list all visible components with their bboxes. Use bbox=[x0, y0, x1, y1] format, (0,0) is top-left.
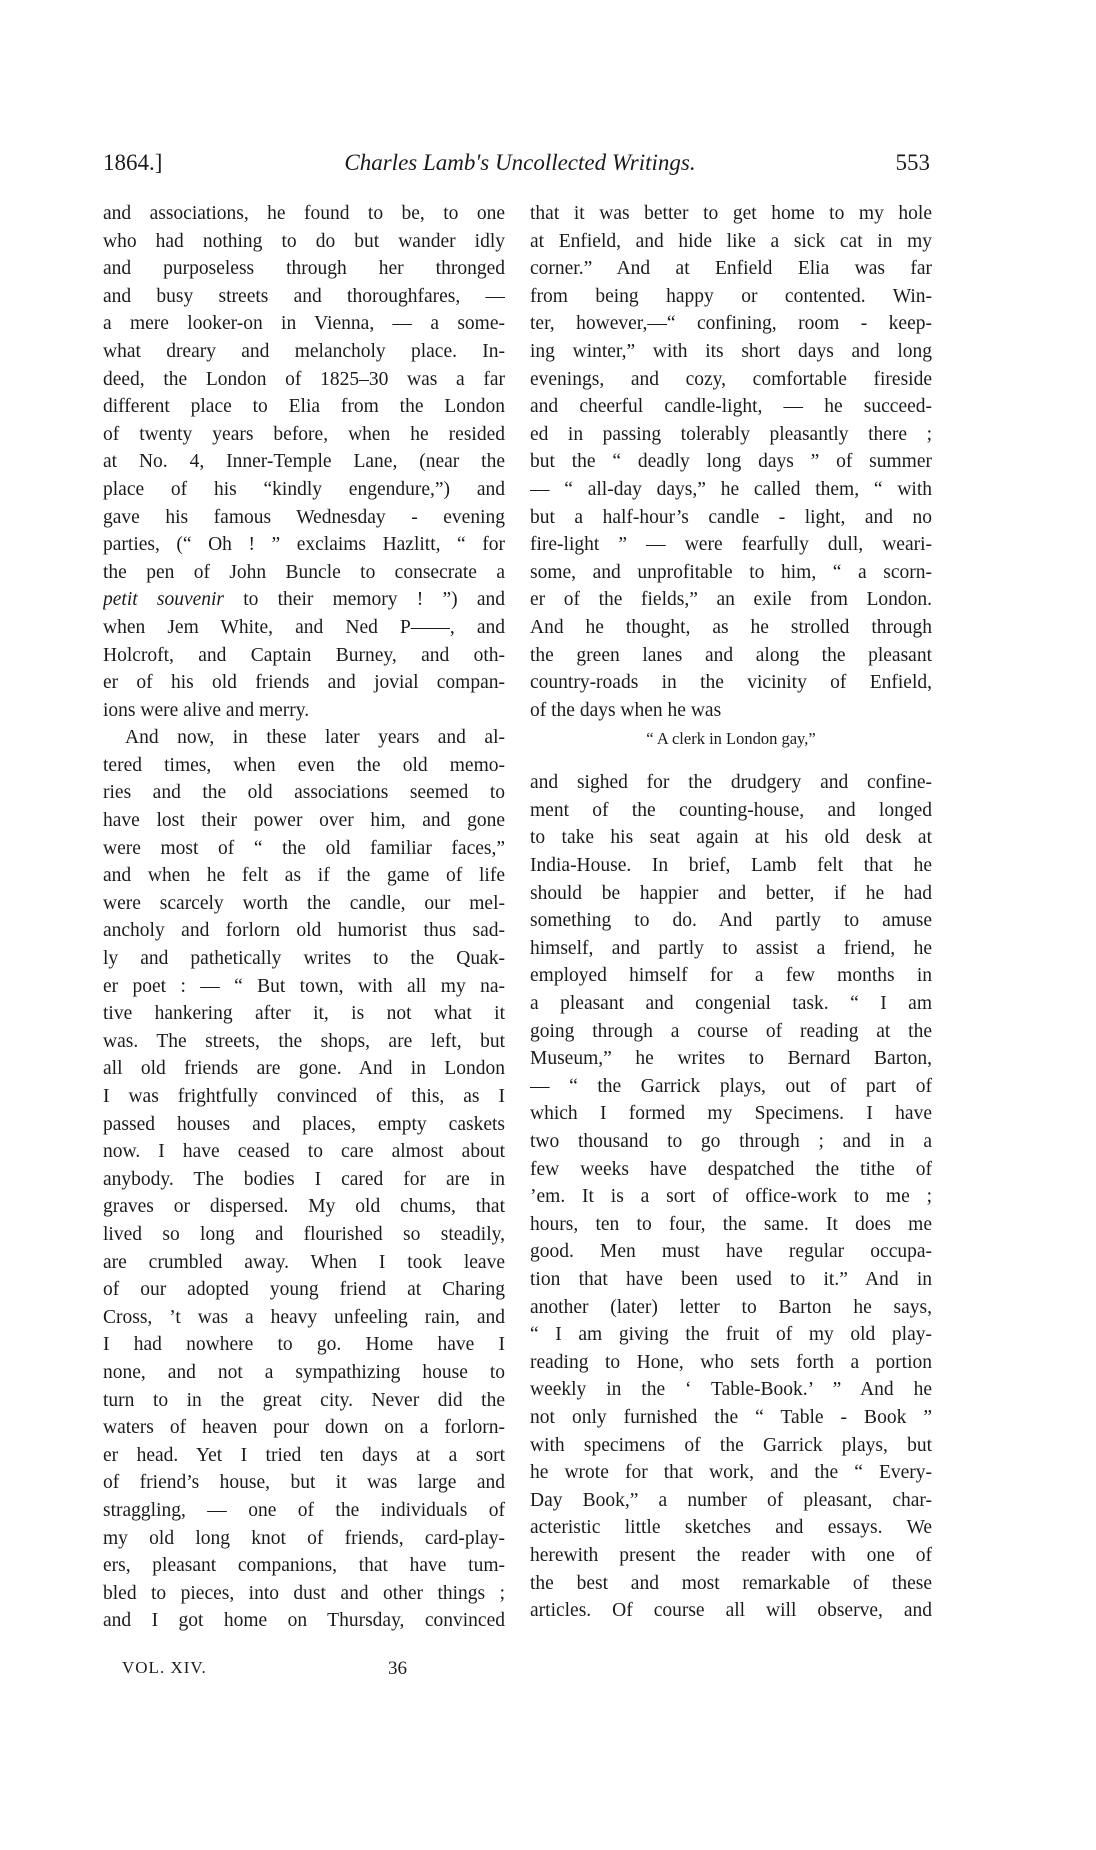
text-line: which I formed my Specimens. I have bbox=[530, 1103, 932, 1125]
text-line: corner.” And at Enfield Elia was far bbox=[530, 258, 932, 280]
text-line: ed in passing tolerably pleasantly there ; bbox=[530, 423, 932, 445]
text-line: good. Men must have regular occupa- bbox=[530, 1241, 932, 1263]
text-line: something to do. And partly to amuse bbox=[530, 910, 932, 932]
text-line: tered times, when even the old memo- bbox=[103, 754, 505, 776]
text-line: none, and not a sympathizing house to bbox=[103, 1361, 505, 1383]
text-line: and purposeless through her thronged bbox=[103, 258, 505, 280]
text-line: India-House. In brief, Lamb felt that he bbox=[530, 855, 932, 877]
text-line: er poet : — “ But town, with all my na- bbox=[103, 975, 505, 997]
text-line: er of his old friends and jovial compan- bbox=[103, 672, 505, 694]
text-line: to take his seat again at his old desk at bbox=[530, 827, 932, 849]
text-line: straggling, — one of the individuals of bbox=[103, 1499, 505, 1521]
verse-quotation: “ A clerk in London gay,” bbox=[646, 729, 816, 749]
text-line: Museum,” he writes to Bernard Barton, bbox=[530, 1048, 932, 1070]
text-line: herewith present the reader with one of bbox=[530, 1544, 932, 1566]
text-line: ries and the old associations seemed to bbox=[103, 782, 505, 804]
text-line: turn to in the great city. Never did the bbox=[103, 1389, 505, 1411]
text-line: tion that have been used to it.” And in bbox=[530, 1268, 932, 1290]
text-line: place of his “kindly engendure,”) and bbox=[103, 478, 505, 500]
text-line: a mere looker-on in Vienna, — a some- bbox=[103, 313, 505, 335]
text-line: himself, and partly to assist a friend, he bbox=[530, 937, 932, 959]
text-line: my old long knot of friends, card-play- bbox=[103, 1527, 505, 1549]
text-line: what dreary and melancholy place. In- bbox=[103, 340, 505, 362]
text-line: ancholy and forlorn old humorist thus sad- bbox=[103, 920, 505, 942]
page-number: 553 bbox=[895, 150, 930, 175]
text-line: acteristic little sketches and essays. We bbox=[530, 1517, 932, 1539]
running-head-year: 1864.] bbox=[103, 150, 163, 175]
text-line: hours, ten to four, the same. It does me bbox=[530, 1213, 932, 1235]
text-line: and associations, he found to be, to one bbox=[103, 203, 505, 224]
text-line: “ I am giving the fruit of my old play- bbox=[530, 1324, 932, 1346]
text-line: tive hankering after it, is not what it bbox=[103, 1003, 505, 1025]
text-line: ment of the counting-house, and longed bbox=[530, 799, 932, 821]
text-line: anybody. The bodies I cared for are in bbox=[103, 1168, 505, 1190]
text-line: some, and unprofitable to him, “ a scorn- bbox=[530, 561, 932, 583]
text-line: now. I have ceased to care almost about bbox=[103, 1141, 505, 1163]
text-line: I had nowhere to go. Home have I bbox=[103, 1334, 505, 1356]
text-line: from being happy or contented. Win- bbox=[530, 285, 932, 307]
text-line: but a half-hour’s candle - light, and no bbox=[530, 506, 932, 528]
text-line: of the days when he was bbox=[530, 699, 722, 721]
text-line: going through a course of reading at the bbox=[530, 1020, 932, 1042]
text-line: all old friends are gone. And in London bbox=[103, 1058, 505, 1080]
running-head-title: Charles Lamb's Uncollected Writings. bbox=[344, 150, 696, 175]
text-line: were scarcely worth the candle, our mel- bbox=[103, 892, 505, 914]
text-line: not only furnished the “ Table - Book ” bbox=[530, 1406, 932, 1428]
text-line: and I got home on Thursday, convinced bbox=[103, 1610, 505, 1632]
text-line: fire-light ” — were fearfully dull, weari- bbox=[530, 534, 932, 556]
text-line: ly and pathetically writes to the Quak- bbox=[103, 948, 505, 970]
text-line: ing winter,” with its short days and long bbox=[530, 340, 932, 362]
text-line: the green lanes and along the pleasant bbox=[530, 644, 932, 666]
text-line: should be happier and better, if he had bbox=[530, 882, 932, 904]
text-line: ’em. It is a sort of office-work to me ; bbox=[530, 1186, 932, 1208]
italic-phrase: petit souvenir bbox=[103, 589, 225, 611]
text-line: country-roads in the vicinity of Enfield, bbox=[530, 672, 932, 694]
text-line: and when he felt as if the game of life bbox=[103, 865, 505, 887]
text-line: but the “ deadly long days ” of summer bbox=[530, 451, 932, 473]
text-line: er head. Yet I tried ten days at a sort bbox=[103, 1444, 505, 1466]
text-line: at Enfield, and hide like a sick cat in my bbox=[530, 230, 932, 252]
text-line: and cheerful candle-light, — he succeed- bbox=[530, 396, 932, 418]
text-line: er of the fields,” an exile from London. bbox=[530, 589, 932, 611]
text-line: have lost their power over him, and gone bbox=[103, 810, 505, 832]
text-line: waters of heaven pour down on a forlorn- bbox=[103, 1417, 505, 1439]
text-line: and sighed for the drudgery and confine- bbox=[530, 772, 932, 794]
text-line: two thousand to go through ; and in a bbox=[530, 1131, 932, 1152]
text-line: another (later) letter to Barton he says, bbox=[530, 1296, 932, 1318]
text-line: deed, the London of 1825–30 was a far bbox=[103, 368, 505, 390]
text-line: passed houses and places, empty caskets bbox=[103, 1113, 505, 1135]
text-line: — “ the Garrick plays, out of part of bbox=[530, 1075, 932, 1097]
text-line: ers, pleasant companions, that have tum- bbox=[103, 1555, 505, 1577]
footer-volume: VOL. XIV. bbox=[122, 1658, 207, 1677]
text-line: different place to Elia from the London bbox=[103, 396, 505, 418]
text-line: that it was better to get home to my hole bbox=[530, 203, 932, 224]
text-line bbox=[103, 586, 505, 614]
text-line: parties, (“ Oh ! ” exclaims Hazlitt, “ for bbox=[103, 534, 505, 556]
text-line: of twenty years before, when he resided bbox=[103, 423, 505, 445]
text-line: few weeks have despatched the tithe of bbox=[530, 1158, 932, 1180]
text-line: Day Book,” a number of pleasant, char- bbox=[530, 1489, 932, 1511]
text-line: weekly in the ‘ Table-Book.’ ” And he bbox=[530, 1379, 932, 1401]
text-line: Holcroft, and Captain Burney, and oth- bbox=[103, 644, 505, 666]
text-line: bled to pieces, into dust and other things ; bbox=[103, 1582, 505, 1604]
text-line: — “ all-day days,” he called them, “ with bbox=[530, 478, 932, 500]
text-line: he wrote for that work, and the “ Every- bbox=[530, 1462, 932, 1484]
text-line: ions were alive and merry. bbox=[103, 699, 310, 721]
text-line: with specimens of the Garrick plays, but bbox=[530, 1434, 932, 1456]
text-line: at No. 4, Inner-Temple Lane, (near the bbox=[103, 451, 505, 473]
text-line: are crumbled away. When I took leave bbox=[103, 1251, 505, 1273]
text-line: graves or dispersed. My old chums, that bbox=[103, 1196, 505, 1218]
text-line: lived so long and flourished so steadily, bbox=[103, 1223, 505, 1245]
text-line: when Jem White, and Ned P——, and bbox=[103, 616, 505, 638]
text-line: of our adopted young friend at Charing bbox=[103, 1279, 505, 1301]
text-line: ter, however,—“ confining, room - keep- bbox=[530, 313, 932, 335]
text-line: Cross, ’t was a heavy unfeeling rain, and bbox=[103, 1306, 505, 1328]
text-line: reading to Hone, who sets forth a portion bbox=[530, 1351, 932, 1373]
text-line: And now, in these later years and al- bbox=[125, 727, 505, 749]
footer-signature-mark: 36 bbox=[388, 1658, 407, 1679]
text-line: I was frightfully convinced of this, as I bbox=[103, 1086, 505, 1107]
right-column bbox=[530, 200, 932, 1625]
text-line: And he thought, as he strolled through bbox=[530, 616, 932, 638]
text-line: gave his famous Wednesday - evening bbox=[103, 506, 505, 528]
text-line: was. The streets, the shops, are left, but bbox=[103, 1030, 505, 1052]
text-line: evenings, and cozy, comfortable fireside bbox=[530, 368, 932, 390]
text-line: the pen of John Buncle to consecrate a bbox=[103, 561, 505, 583]
text-line: a pleasant and congenial task. “ I am bbox=[530, 993, 932, 1015]
text-line: articles. Of course all will observe, and bbox=[530, 1600, 932, 1622]
text-line: the best and most remarkable of these bbox=[530, 1572, 932, 1594]
text-span: to their memory ! ”) and bbox=[224, 589, 505, 611]
text-line: were most of “ the old familiar faces,” bbox=[103, 837, 505, 859]
text-line: employed himself for a few months in bbox=[530, 965, 932, 987]
text-line: of friend’s house, but it was large and bbox=[103, 1472, 505, 1494]
text-line: and busy streets and thoroughfares, — bbox=[103, 285, 505, 307]
text-line: who had nothing to do but wander idly bbox=[103, 230, 505, 252]
left-column bbox=[103, 200, 505, 1635]
